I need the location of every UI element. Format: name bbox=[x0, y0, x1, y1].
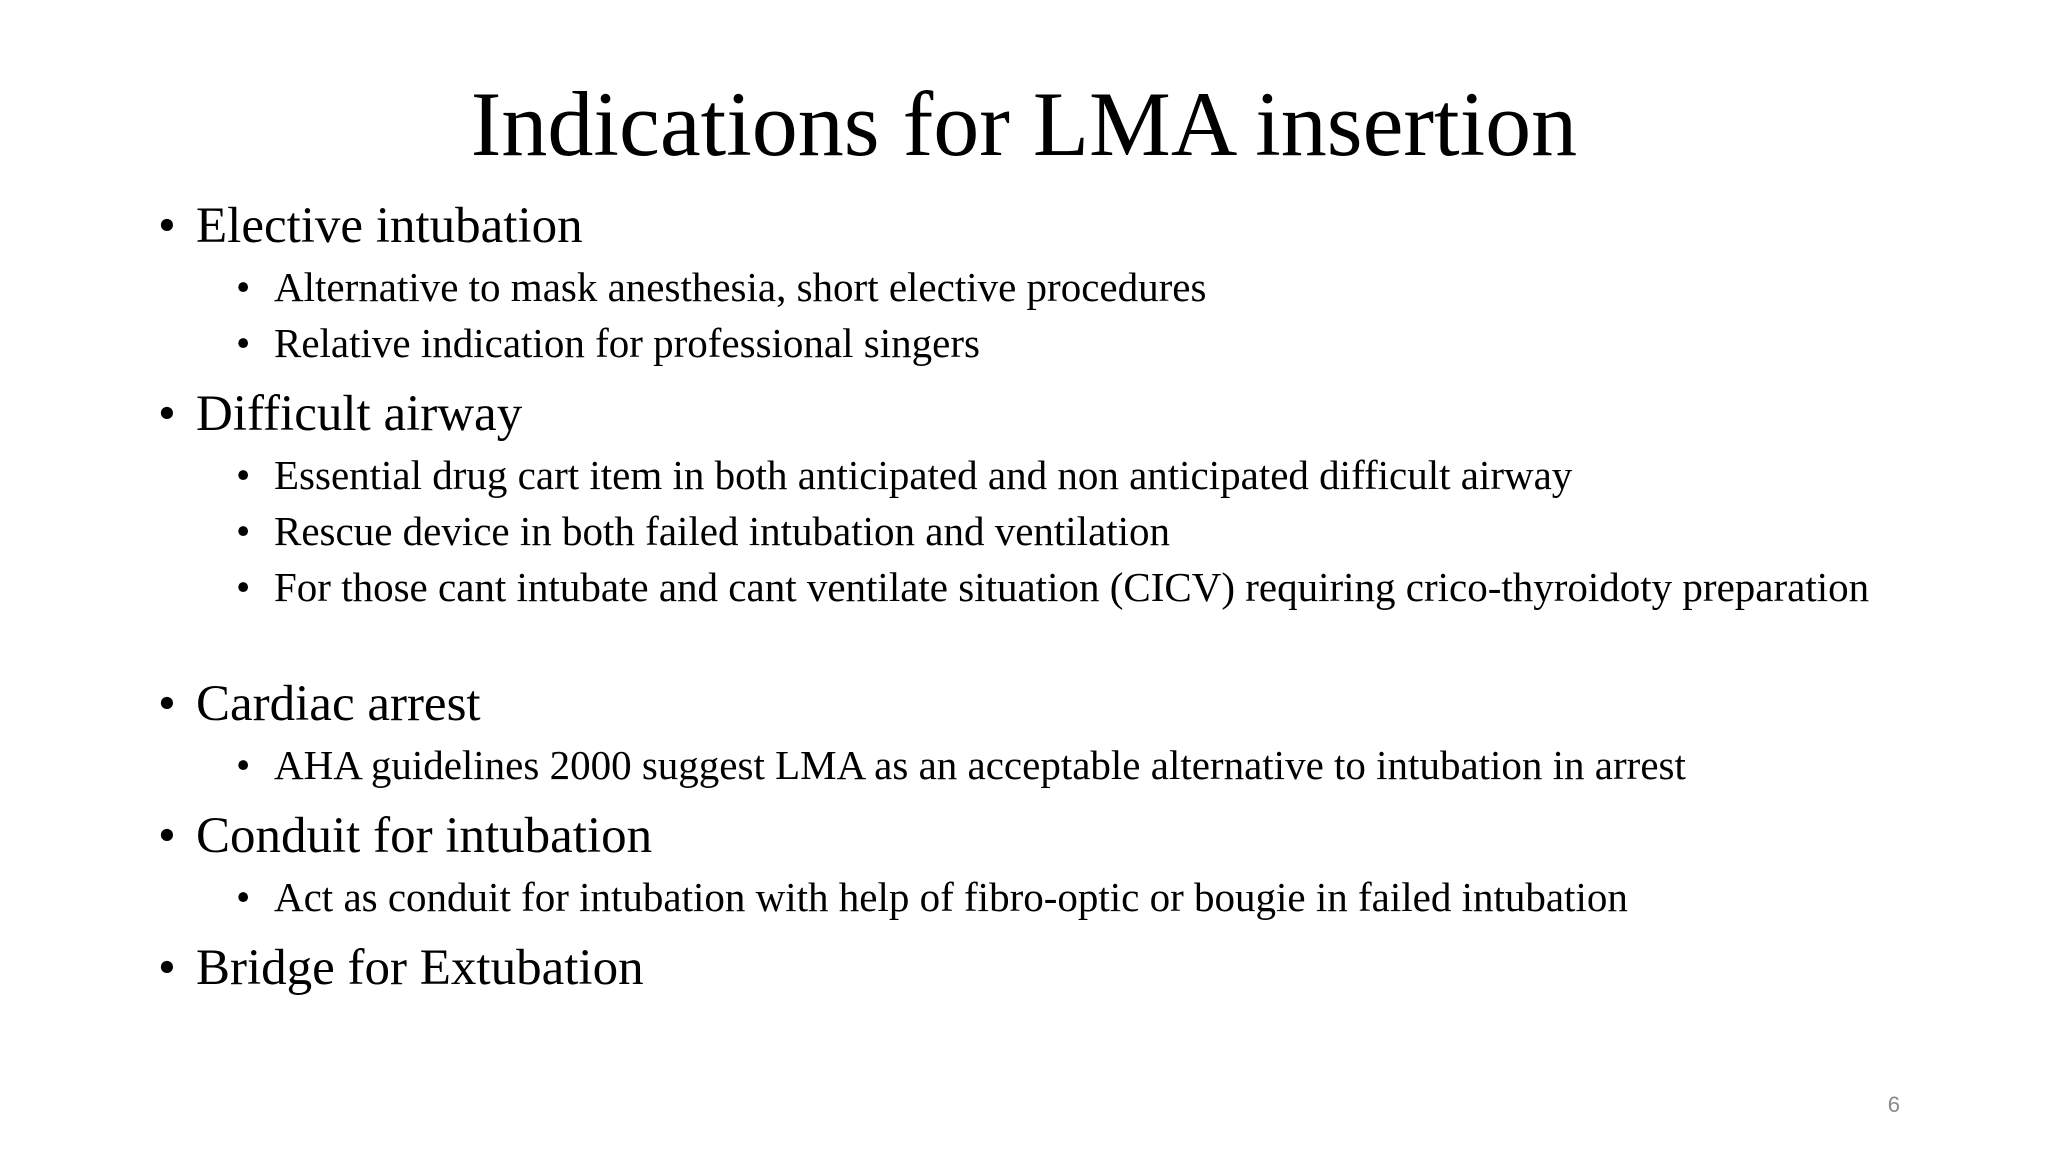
bullet-heading: Cardiac arrest bbox=[196, 676, 481, 732]
bullet-icon: • bbox=[158, 386, 176, 442]
bullet-icon: • bbox=[158, 676, 176, 732]
bullet-icon: • bbox=[236, 564, 251, 610]
sub-bullet-text: Act as conduit for intubation with help of fibro-optic or bougie in failed intubation bbox=[274, 874, 1628, 920]
bullet-heading: Elective intubation bbox=[196, 198, 583, 254]
sub-bullet bbox=[236, 508, 1916, 554]
bullet-heading: Conduit for intubation bbox=[196, 808, 653, 864]
bullet-icon: • bbox=[158, 940, 176, 996]
sub-bullet bbox=[236, 452, 1916, 498]
bullet-cardiac-arrest bbox=[158, 674, 481, 734]
sub-bullet bbox=[236, 564, 1916, 610]
bullet-heading: Difficult airway bbox=[196, 386, 523, 442]
bullet-icon: • bbox=[236, 320, 251, 366]
bullet-bridge-for-extubation bbox=[158, 938, 644, 998]
bullet-conduit-for-intubation bbox=[158, 806, 652, 866]
sub-bullet-text: Relative indication for professional singers bbox=[274, 320, 980, 366]
bullet-icon: • bbox=[236, 508, 251, 554]
bullet-icon: • bbox=[236, 264, 251, 310]
page-number: 6 bbox=[1887, 1092, 1900, 1117]
sub-bullet bbox=[236, 320, 1916, 366]
bullet-icon: • bbox=[236, 874, 251, 920]
bullet-icon: • bbox=[236, 742, 251, 788]
sub-bullet bbox=[236, 742, 1916, 788]
sub-bullet-text: AHA guidelines 2000 suggest LMA as an acceptable alternative to intubation in arrest bbox=[274, 742, 1686, 788]
sub-bullet bbox=[236, 264, 1916, 310]
sub-bullet-text: For those cant intubate and cant ventilate situation (CICV) requiring crico-thyroidoty preparation bbox=[274, 564, 1870, 610]
sub-bullet bbox=[236, 874, 1916, 920]
bullet-icon: • bbox=[158, 808, 176, 864]
bullet-icon: • bbox=[158, 198, 176, 254]
bullet-difficult-airway bbox=[158, 384, 522, 444]
sub-bullet-text: Rescue device in both failed intubation and ventilation bbox=[274, 508, 1171, 554]
sub-bullet-text: Essential drug cart item in both anticipated and non anticipated difficult airway bbox=[274, 452, 1573, 498]
bullet-heading: Bridge for Extubation bbox=[196, 940, 644, 996]
slide-title: Indications for LMA insertion bbox=[470, 73, 1578, 175]
sub-bullet-text: Alternative to mask anesthesia, short elective procedures bbox=[274, 264, 1207, 310]
bullet-elective-intubation bbox=[158, 196, 583, 256]
bullet-icon: • bbox=[236, 452, 251, 498]
